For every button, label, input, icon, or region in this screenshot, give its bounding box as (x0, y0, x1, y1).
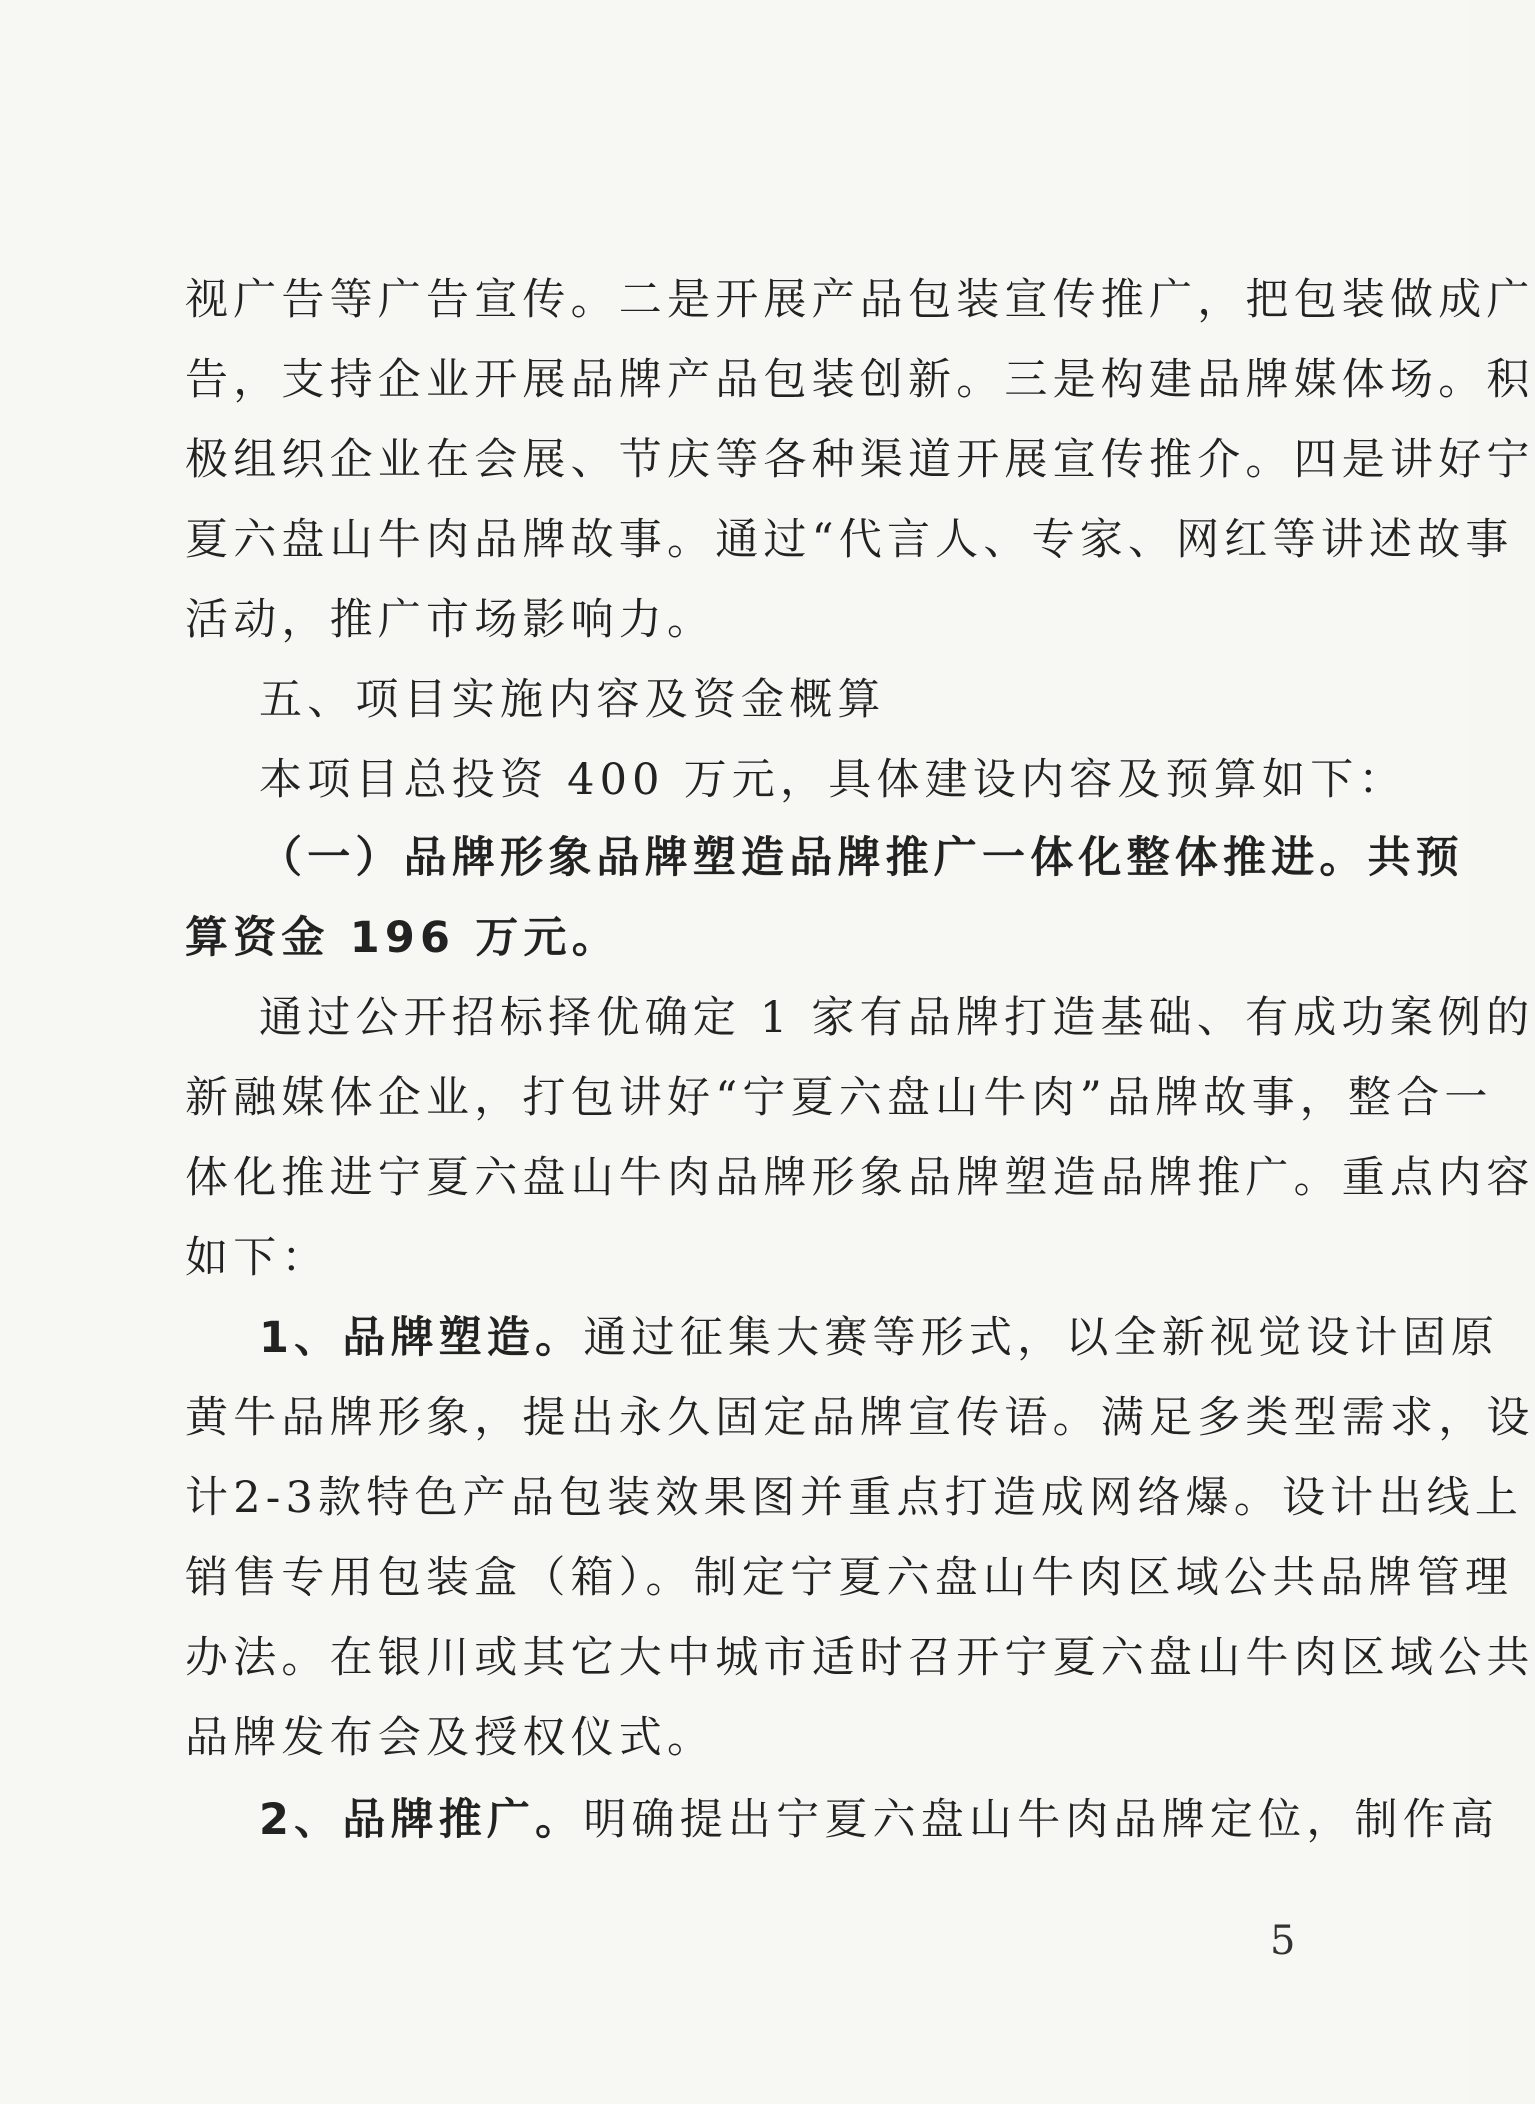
item-2-first-line (259, 1780, 1500, 1860)
paragraph-line: 通过公开招标择优确定 1 家有品牌打造基础、有成功案例的 (259, 993, 1535, 1043)
item-1-label: 1、品牌塑造。 (259, 1313, 584, 1363)
item-1-first-line (259, 1298, 1500, 1378)
item-2-text: 明确提出宁夏六盘山牛肉品牌定位，制作高 (583, 1795, 1500, 1845)
subsection-title-line-1: （一）品牌形象品牌塑造品牌推广一体化整体推进。共预 (259, 833, 1464, 883)
body-text-line: 极组织企业在会展、节庆等各种渠道开展宣传推介。四是讲好宁 (185, 435, 1535, 485)
total-investment-text: 本项目总投资 400 万元，具体建设内容及预算如下： (259, 755, 1407, 805)
section-heading: 五、项目实施内容及资金概算 (259, 675, 886, 725)
paragraph-line: 如下： (185, 1233, 330, 1283)
paragraph-line: 新融媒体企业，打包讲好“宁夏六盘山牛肉”品牌故事，整合一 (185, 1073, 1493, 1123)
body-text-line: 视广告等广告宣传。二是开展产品包装宣传推广，把包装做成广 (185, 275, 1535, 325)
item-1-line: 黄牛品牌形象，提出永久固定品牌宣传语。满足多类型需求，设 (185, 1393, 1535, 1443)
item-1-line: 品牌发布会及授权仪式。 (185, 1713, 716, 1763)
body-text-line: 告，支持企业开展品牌产品包装创新。三是构建品牌媒体场。积 (185, 355, 1535, 405)
item-2-label: 2、品牌推广。 (259, 1795, 584, 1845)
item-1-line: 计2-3款特色产品包装效果图并重点打造成网络爆。设计出线上 (185, 1473, 1524, 1523)
item-1-line: 销售专用包装盒（箱）。制定宁夏六盘山牛肉区域公共品牌管理 (185, 1553, 1514, 1603)
body-text-line: 活动，推广市场影响力。 (185, 595, 716, 645)
paragraph-line: 体化推进宁夏六盘山牛肉品牌形象品牌塑造品牌推广。重点内容 (185, 1153, 1535, 1203)
item-1-line: 办法。在银川或其它大中城市适时召开宁夏六盘山牛肉区域公共 (185, 1633, 1535, 1683)
subsection-title-line-2: 算资金 196 万元。 (185, 913, 620, 963)
body-text-line: 夏六盘山牛肉品牌故事。通过“代言人、专家、网红等讲述故事 (185, 515, 1514, 565)
item-1-text: 通过征集大赛等形式，以全新视觉设计固原 (583, 1313, 1500, 1363)
page-number: 5 (1270, 1918, 1296, 1964)
